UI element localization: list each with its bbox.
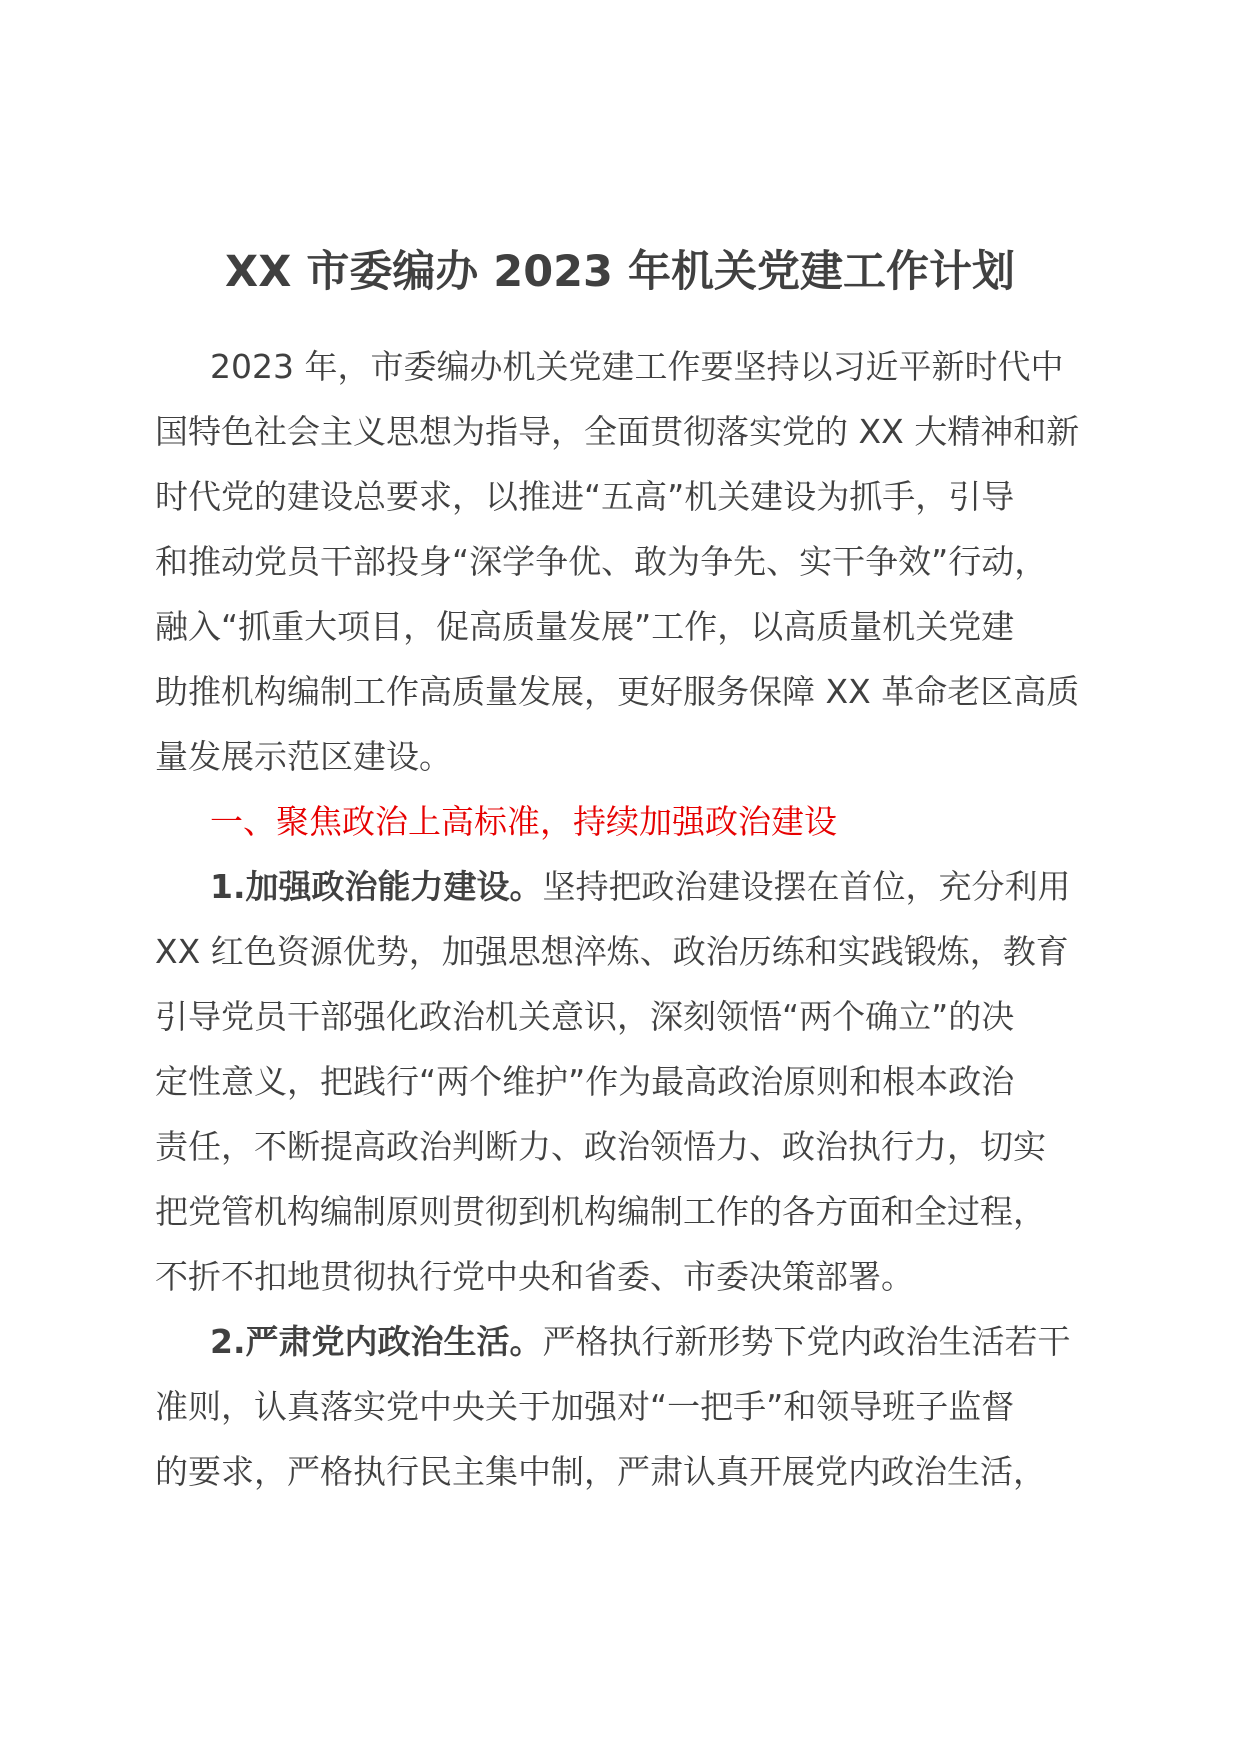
intro-line: 量发展示范区建设。 xyxy=(155,737,452,776)
item-text: 坚持把政治建设摆在首位，充分利用 xyxy=(542,867,1071,906)
item-line: 把党管机构编制原则贯彻到机构编制工作的各方面和全过程， xyxy=(155,1192,1046,1231)
item-first-line xyxy=(155,854,1087,919)
section-heading: 一、聚焦政治上高标准，持续加强政治建设 xyxy=(210,802,837,841)
document-body xyxy=(155,334,1087,1504)
item-line: 责任，不断提高政治判断力、政治领悟力、政治执行力，切实 xyxy=(155,1127,1046,1166)
item-line: 准则，认真落实党中央关于加强对“一把手”和领导班子监督 xyxy=(155,1387,1015,1426)
item-paragraph-2 xyxy=(155,1309,1087,1504)
intro-line: 融入“抓重大项目，促高质量发展”工作，以高质量机关党建 xyxy=(155,607,1015,646)
item-line: 的要求，严格执行民主集中制，严肃认真开展党内政治生活， xyxy=(155,1452,1046,1491)
item-lead: 2.严肃党内政治生活。 xyxy=(210,1322,543,1361)
item-first-line xyxy=(155,1309,1087,1374)
intro-paragraph xyxy=(155,334,1087,789)
intro-line: 和推动党员干部投身“深学争优、敢为争先、实干争效”行动， xyxy=(155,542,1048,581)
item-line: 引导党员干部强化政治机关意识，深刻领悟“两个确立”的决 xyxy=(155,997,1015,1036)
item-line: XX 红色资源优势，加强思想淬炼、政治历练和实践锻炼，教育 xyxy=(155,932,1069,971)
item-paragraph-1 xyxy=(155,854,1087,1309)
item-line: 定性意义，把践行“两个维护”作为最高政治原则和根本政治 xyxy=(155,1062,1015,1101)
item-line: 不折不扣地贯彻执行党中央和省委、市委决策部署。 xyxy=(155,1257,914,1296)
item-lead: 1.加强政治能力建设。 xyxy=(210,867,543,906)
intro-line: 2023 年，市委编办机关党建工作要坚持以习近平新时代中 xyxy=(210,347,1064,386)
document-title: XX 市委编办 2023 年机关党建工作计划 xyxy=(225,247,1015,297)
item-text: 严格执行新形势下党内政治生活若干 xyxy=(542,1322,1071,1361)
intro-line: 国特色社会主义思想为指导，全面贯彻落实党的 XX 大精神和新 xyxy=(155,412,1080,451)
intro-line: 时代党的建设总要求，以推进“五高”机关建设为抓手，引导 xyxy=(155,477,1015,516)
intro-line: 助推机构编制工作高质量发展，更好服务保障 XX 革命老区高质 xyxy=(155,672,1080,711)
